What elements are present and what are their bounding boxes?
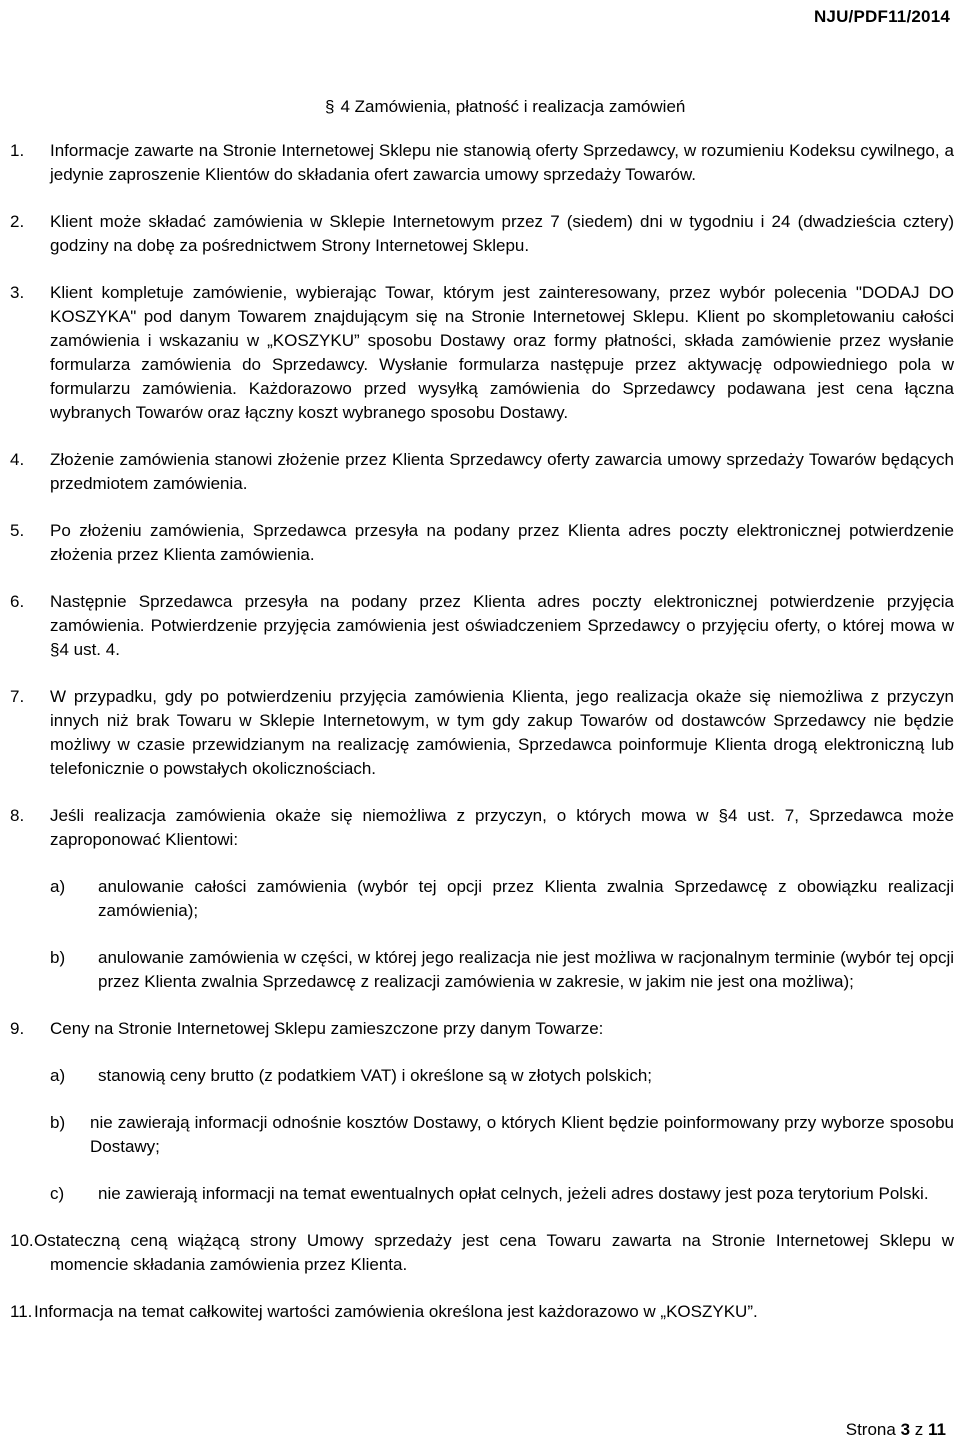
paragraph-number: 11. [10, 1302, 33, 1321]
paragraph-text: Po złożeniu zamówienia, Sprzedawca przesyła na podany przez Klienta adres poczty elektronicznej potwierdzenie złożenia przez Klienta zamówienia. [50, 521, 954, 564]
paragraph-text: Jeśli realizacja zamówienia okaże się niemożliwa z przyczyn, o których mowa w §4 ust. 7, Sprzedawca może zaproponować Klientowi: [50, 806, 954, 849]
list-item-letter: b) [50, 1113, 66, 1132]
paragraph-number: 6. [10, 592, 25, 611]
section-symbol: § [325, 97, 335, 116]
paragraph-text: Klient może składać zamówienia w Sklepie Internetowym przez 7 (siedem) dni w tygodniu i 24 (dwadzieścia cztery) godziny na dobę za pośrednictwem Strony Internetowej Sklepu. [50, 212, 954, 255]
list-item-text: anulowanie całości zamówienia (wybór tej opcji przez Klienta zwalnia Sprzedawcę z obowiązku realizacji zamówienia); [98, 877, 954, 920]
paragraph-11 [10, 1300, 954, 1324]
list-item-9b [10, 1111, 954, 1159]
paragraph-4 [10, 448, 954, 496]
paragraph-3 [10, 281, 954, 425]
paragraph-2 [10, 210, 954, 258]
paragraph-text: Złożenie zamówienia stanowi złożenie przez Klienta Sprzedawcy oferty zawarcia umowy sprzedaży Towarów będących przedmiotem zamówienia. [50, 450, 954, 493]
list-item-letter: b) [50, 948, 66, 967]
paragraph-text: Informacje zawarte na Stronie Internetowej Sklepu nie stanowią oferty Sprzedawcy, w rozumieniu Kodeksu cywilnego, a jedynie zaproszenie Klientów do składania ofert zawarcia umowy sprzedaży Towarów. [50, 141, 954, 184]
paragraph-text: Ostateczną ceną wiążącą strony Umowy sprzedaży jest cena Towaru zawarta na Stronie Internetowej Sklepu w momencie składania zamówienia przez Klienta. [34, 1231, 954, 1274]
paragraph-9 [10, 1017, 954, 1041]
list-item-letter: a) [50, 1066, 66, 1085]
paragraph-number: 1. [10, 141, 25, 160]
document-body [10, 139, 954, 1347]
list-item-text: nie zawierają informacji na temat ewentualnych opłat celnych, jeżeli adres dostawy jest poza terytorium Polski. [98, 1184, 929, 1203]
section-title [325, 95, 685, 119]
section-title-text: 4 Zamówienia, płatność i realizacja zamówień [340, 97, 686, 116]
page-footer [846, 1418, 946, 1442]
list-item-9a [10, 1064, 954, 1088]
paragraph-text: Informacja na temat całkowitej wartości zamówienia określona jest każdorazowo w „KOSZYKU”. [34, 1302, 758, 1321]
paragraph-number: 3. [10, 283, 25, 302]
footer-total-pages: 11 [928, 1420, 946, 1439]
list-item-text: nie zawierają informacji odnośnie kosztów Dostawy, o których Klient będzie poinformowany przy wyborze sposobu Dostawy; [90, 1113, 954, 1156]
paragraph-number: 2. [10, 212, 25, 231]
paragraph-text: W przypadku, gdy po potwierdzeniu przyjęcia zamówienia Klienta, jego realizacja okaże się niemożliwa z przyczyn innych niż brak Towaru w Sklepie Internetowym, w tym gdy zakup Towarów od dostawców Sprzedawcy nie będzie możliwy w czasie przewidzianym na realizację zamówienia, Sprzedawca poinformuje Klienta drogą elektroniczną lub telefonicznie o powstałych okolicznościach. [50, 687, 954, 778]
paragraph-number: 10. [10, 1231, 34, 1250]
paragraph-text: Następnie Sprzedawca przesyła na podany przez Klienta adres poczty elektronicznej potwierdzenie przyjęcia zamówienia. Potwierdzenie przyjęcia zamówienia jest oświadczeniem Sprzedawcy o przyjęciu oferty, o której mowa w §4 ust. 4. [50, 592, 954, 659]
paragraph-6 [10, 590, 954, 662]
footer-separator: z [914, 1420, 924, 1439]
paragraph-text: Ceny na Stronie Internetowej Sklepu zamieszczone przy danym Towarze: [50, 1019, 604, 1038]
list-item-letter: a) [50, 877, 66, 896]
footer-prefix: Strona [845, 1420, 896, 1439]
paragraph-7 [10, 685, 954, 781]
paragraph-number: 8. [10, 806, 25, 825]
list-item-8a [10, 875, 954, 923]
list-item-text: anulowanie zamówienia w części, w której jego realizacja nie jest możliwa w racjonalnym terminie (wybór tej opcji przez Klienta zwalnia Sprzedawcę z realizacji zamówienia w zakresie, w jakim nie jest ona możliwa); [98, 948, 954, 991]
list-item-text: stanowią ceny brutto (z podatkiem VAT) i określone są w złotych polskich; [98, 1066, 652, 1085]
paragraph-text: Klient kompletuje zamówienie, wybierając Towar, którym jest zainteresowany, przez wybór polecenia "DODAJ DO KOSZYKA" pod danym Towarem znajdującym się na Stronie Internetowej Sklepu. Klient po skompletowaniu całości zamówienia i wskazaniu w „KOSZYKU” sposobu Dostawy oraz formy płatności, składa zamówienie przez wysłanie formularza zamówienia do Sprzedawcy. Wysłanie formularza następuje przez aktywację odpowiedniego pola w formularzu zamówienia. Każdorazowo przed wysyłką zamówienia do Sprzedawcy podawana jest cena łączna wybranych Towarów oraz łączny koszt wybranego sposobu Dostawy. [50, 283, 954, 422]
list-item-8b [10, 946, 954, 994]
paragraph-8 [10, 804, 954, 852]
paragraph-number: 9. [10, 1019, 25, 1038]
list-item-letter: c) [50, 1184, 65, 1203]
document-id: NJU/PDF11/2014 [813, 7, 950, 26]
paragraph-5 [10, 519, 954, 567]
list-item-9c [10, 1182, 954, 1206]
paragraph-1 [10, 139, 954, 187]
footer-page-number: 3 [900, 1420, 911, 1439]
paragraph-number: 7. [10, 687, 25, 706]
paragraph-number: 5. [10, 521, 25, 540]
paragraph-10 [10, 1229, 954, 1277]
paragraph-number: 4. [10, 450, 25, 469]
